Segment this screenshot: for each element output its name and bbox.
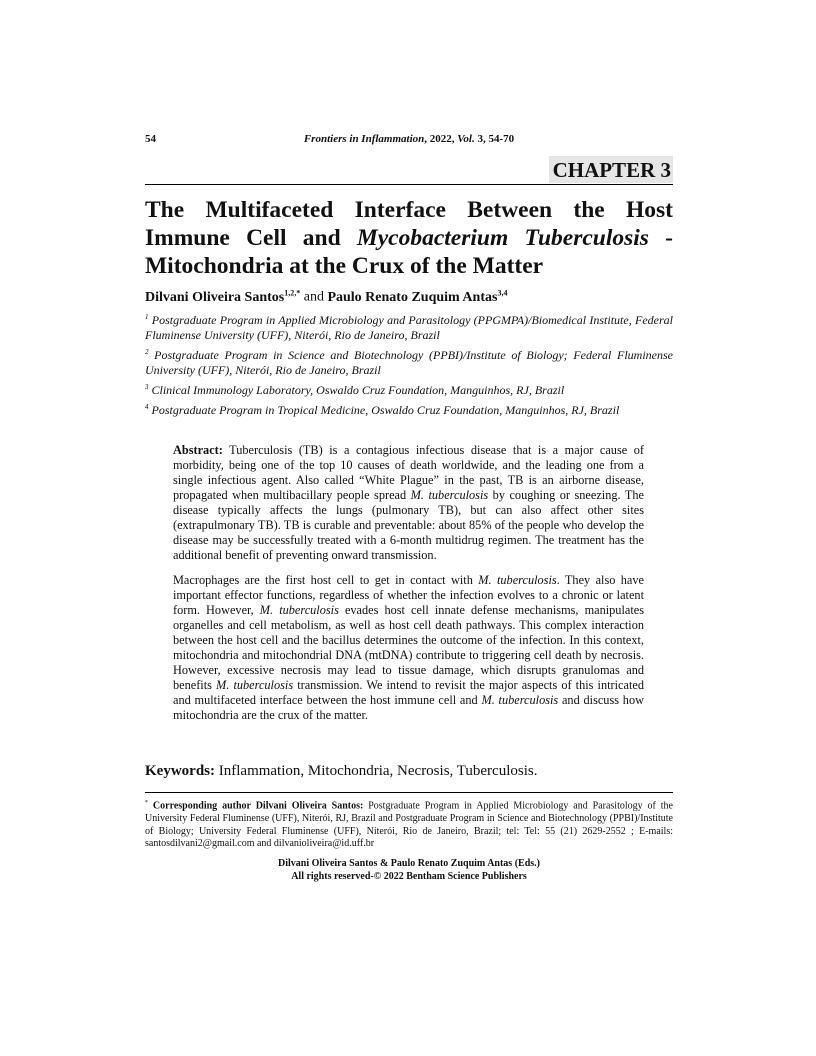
abstract-organism: M. tuberculosis	[410, 488, 489, 502]
footnote-label: Corresponding author Dilvani Oliveira Santos:	[148, 800, 364, 812]
affiliation-number: 4	[145, 403, 149, 411]
copyright-footer	[145, 857, 673, 883]
abstract-text: evades host cell innate defense mechanisms, manipulates organelles and cell metabolism, as well as host cell death pathways. This complex interaction between the host cell and the bacillus determines the outcome of the infection. In this context, mitochondria and mitochondrial DNA (mtDNA) contribute to triggering cell death by necrosis. However, excessive necrosis may lead to tissue damage, which disrupts granulomas and benefits	[173, 603, 644, 692]
affiliation	[145, 400, 673, 418]
author-list	[145, 288, 673, 306]
footer-rights: All rights reserved-© 2022 Bentham Science Publishers	[291, 871, 527, 882]
abstract-text: Tuberculosis (TB) is a contagious infectious disease that is a major cause of morbidity, being one of the top 10 causes of death worldwide, and the leading one from a single infectious agent. Also called “White Plague” in the past, TB is an airborne disease, propagated when multibacillary people spread	[173, 443, 644, 502]
author-1-name: Dilvani Oliveira Santos	[145, 289, 285, 305]
abstract-paragraph-1	[173, 443, 644, 563]
author-1-affil: 1,2,*	[284, 288, 301, 297]
author-2-affil: 3,4	[497, 288, 508, 297]
affiliation	[145, 345, 673, 378]
author-and: and	[300, 289, 328, 305]
title-line-2-end: -	[648, 225, 673, 251]
journal-name: Frontiers in Inflammation	[303, 133, 425, 145]
chapter-title	[145, 196, 673, 280]
abstract-text: transmission. We intend to revisit the major aspects of this intricated and multifaceted interface between the host immune cell and	[173, 678, 644, 707]
affiliation-number: 2	[145, 348, 149, 356]
journal-citation	[145, 133, 673, 145]
page-number: 54	[145, 133, 156, 145]
abstract-organism: M. tuberculosis	[216, 678, 294, 692]
author-2-name: Paulo Renato Zuquim Antas	[327, 289, 498, 305]
keywords-text: Inflammation, Mitochondria, Necrosis, Tuberculosis.	[215, 763, 538, 779]
abstract-text: Macrophages are the first host cell to get in contact with	[173, 573, 479, 587]
journal-vol-pages: 3, 54-70	[474, 133, 515, 145]
abstract-text: by coughing or sneezing. The disease typically affects the lungs (pulmonary TB), but can also affect other sites (extrapulmonary TB). TB is curable and preventable: about 85% of the people who develop the disease may be successfully treated with a 6-month multidrug regimen. The treatment has the additional benefit of preventing onward transmission.	[173, 488, 644, 562]
keywords-label: Keywords:	[145, 763, 215, 779]
title-line-1: The Multifaceted Interface Between the Host	[145, 197, 673, 223]
affiliation-text: Postgraduate Program in Science and Biotechnology (PPBI)/Institute of Biology; Federal Fluminense University (UFF), Niterói, Rio de Janeiro, Brazil	[145, 348, 673, 377]
abstract-organism: M. tuberculosis	[481, 693, 559, 707]
abstract-text: and discuss how mitochondria are the crux of the matter.	[173, 693, 644, 722]
title-line-3: Mitochondria at the Crux of the Matter	[145, 253, 544, 279]
title-line-2-start: Immune Cell and	[145, 225, 357, 251]
abstract-organism: M. tuberculosis	[478, 573, 557, 587]
affiliation	[145, 380, 673, 398]
affiliation-number: 1	[145, 313, 149, 321]
footer-editors: Dilvani Oliveira Santos & Paulo Renato Zuquim Antas (Eds.)	[278, 858, 540, 869]
abstract	[173, 443, 644, 733]
abstract-paragraph-2	[173, 573, 644, 723]
abstract-organism: M. tuberculosis	[259, 603, 339, 617]
author-1	[145, 290, 300, 305]
affiliation-text: Postgraduate Program in Applied Microbiology and Parasitology (PPGMPA)/Biomedical Institute, Federal Fluminense University (UFF), Niterói, Rio de Janeiro, Brazil	[145, 313, 673, 342]
affiliation-text: Clinical Immunology Laboratory, Oswaldo Cruz Foundation, Manguinhos, RJ, Brazil	[148, 383, 565, 397]
affiliation-text: Postgraduate Program in Tropical Medicine, Oswaldo Cruz Foundation, Manguinhos, RJ, Brazil	[148, 403, 620, 417]
journal-year: , 2022,	[424, 133, 458, 145]
abstract-label: Abstract:	[173, 443, 223, 457]
author-2	[327, 290, 507, 305]
footnote-text: Postgraduate Program in Applied Microbiology and Parasitology of the University Federal Fluminense (UFF), Niterói, RJ, Brazil and Postgraduate Program in Science and Biotechnology (PPBI)/Institute of Biology; University Federal Fluminense (UFF), Niterói, Rio de Janeiro, Brazil; tel: Tel: 55 (21) 2629-2552 ; E-mails: santosdilvani2@gmail.com and dilvanioliveira@id.uff.br	[145, 800, 673, 850]
title-line-2	[145, 224, 673, 252]
footnote-mark: *	[145, 800, 148, 806]
abstract-text: . They also have important effector functions, regardless of whether the infection evolves to a chronic or latent form. However,	[173, 573, 644, 617]
keywords	[145, 763, 673, 780]
affiliation-number: 3	[145, 383, 149, 391]
journal-vol-label: Vol.	[457, 133, 475, 145]
chapter-heading	[145, 156, 673, 185]
chapter-label: CHAPTER 3	[549, 156, 673, 183]
running-header	[145, 133, 673, 149]
affiliations	[145, 310, 673, 420]
affiliation	[145, 310, 673, 343]
footnote-divider	[145, 792, 673, 793]
corresponding-author-footnote	[145, 797, 673, 851]
title-organism: Mycobacterium Tuberculosis	[356, 225, 649, 251]
